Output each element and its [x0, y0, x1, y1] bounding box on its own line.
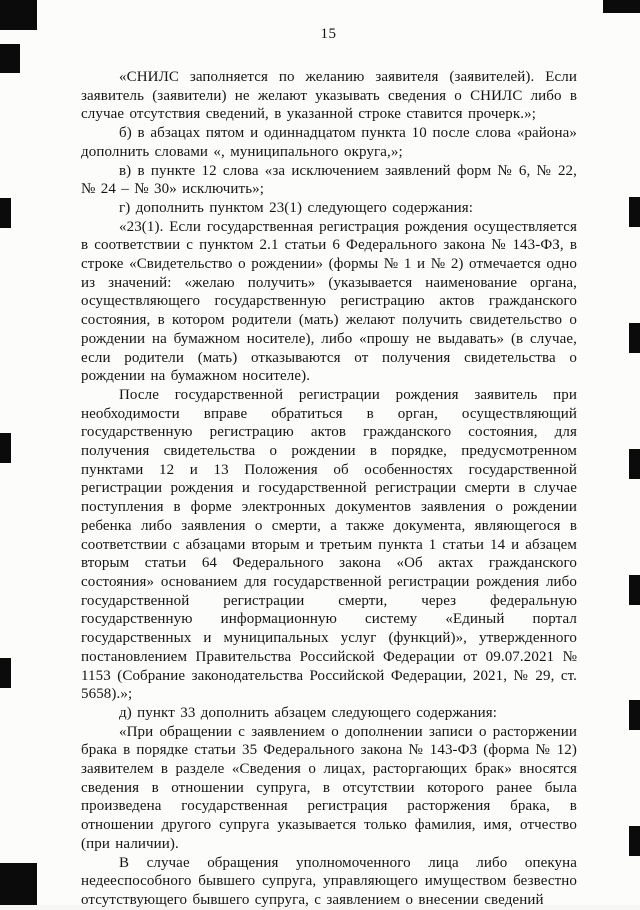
paragraph-after-registration: После государственной регистрации рождения заявитель при необходимости вправе обратиться в орган, осуществляющий государственную регистрацию актов гражданского состояния, для получения свидетельства о рождении в порядке, предусмотренном пунктами 12 и 13 Положения об особенностях государственной регистрации рождения и государственной регистрации смерти в случае поступления в форме электронных документов заявления о рождении ребенка либо заявления о смерти, а также документа, являющегося в соответствии с абзацами вторым и третьим пункта 1 статьи 14 и абзацем вторым статьи 64 Федерального закона «Об актах гражданского состояния» основанием для государственной регистрации рождения либо государственной регистрации смерти, через федеральную государственную информационную систему «Единый портал государственных и муниципальных услуг (функций)», утвержденного постановлением Правительства Российской Федерации от 09.07.2021 № 1153 (Собрание законодательства Российской Федерации, 2021, № 29, ст. 5658).»; [81, 386, 577, 703]
paragraph-snils: «СНИЛС заполняется по желанию заявителя (заявителей). Если заявитель (заявители) не желают указывать сведения о СНИЛС либо в случае отсутствия сведений, в указанной строке ставится прочерк.»; [81, 69, 577, 123]
paragraph-item-d: д) пункт 33 дополнить абзацем следующего содержания: [119, 704, 498, 721]
scan-artifact-mark-top-left [0, 0, 37, 30]
scan-artifact-mark-bottom-left [0, 863, 37, 905]
paragraph-item-g: г) дополнить пунктом 23(1) следующего содержания: [119, 199, 473, 216]
scan-artifact-mark-left-3 [0, 433, 11, 463]
scan-artifact-mark-top-right [603, 0, 640, 13]
scan-artifact-mark-right-3 [629, 449, 640, 479]
scan-artifact-mark-right-4 [629, 575, 640, 605]
paragraph-23-1: «23(1). Если государственная регистрация рождения осуществляется в соответствии с пунктом 2.1 статьи 6 Федерального закона № 143-ФЗ, в строке «Свидетельство о рождении» (формы № 1 и № 2) отмечается одно из значений: «желаю получить» (указывается наименование органа, осуществляющего государственную регистрацию актов гражданского состояния, в котором родители (мать) желают получить свидетельство о рождении на бумажном носителе), либо «прошу не выдавать» (в случае, если родители (мать) отказываются от получения свидетельства о рождении на бумажном носителе). [81, 218, 577, 385]
paragraph-divorce-record: «При обращении с заявлением о дополнении записи о расторжении брака в порядке статьи 35 Федерального закона № 143-ФЗ (форма № 12) заявителем в разделе «Сведения о лицах, расторгающих брак» вносятся сведения в отношении супруга, в отсутствии которого ранее была произведена государственная регистрация расторжения брака, в отношении другого супруга указывается только фамилия, имя, отчество (при наличии). [81, 723, 577, 852]
scan-artifact-mark-right-2 [629, 323, 640, 353]
scan-artifact-mark-left-2 [0, 198, 11, 228]
scan-artifact-mark-right-5 [629, 700, 640, 730]
page-number: 15 [320, 26, 337, 42]
scan-artifact-mark-left-1 [0, 44, 20, 73]
paragraph-item-b: б) в абзацах пятом и одиннадцатом пункта 10 после слова «района» дополнить словами «, муниципального округа,»; [81, 125, 577, 160]
document-body [81, 68, 577, 910]
scan-artifact-mark-right-6 [629, 826, 640, 856]
scan-artifact-mark-left-4 [0, 658, 11, 688]
scan-artifact-mark-right-1 [629, 197, 640, 227]
paragraph-authorized-person: В случае обращения уполномоченного лица либо опекуна недееспособного бывшего супруга, управляющего имуществом безвестно отсутствующего бывшего супруга, с заявлением о внесении сведений [81, 854, 577, 908]
paragraph-item-v: в) в пункте 12 слова «за исключением заявлений форм № 6, № 22, № 24 – № 30» исключить»; [81, 162, 577, 198]
